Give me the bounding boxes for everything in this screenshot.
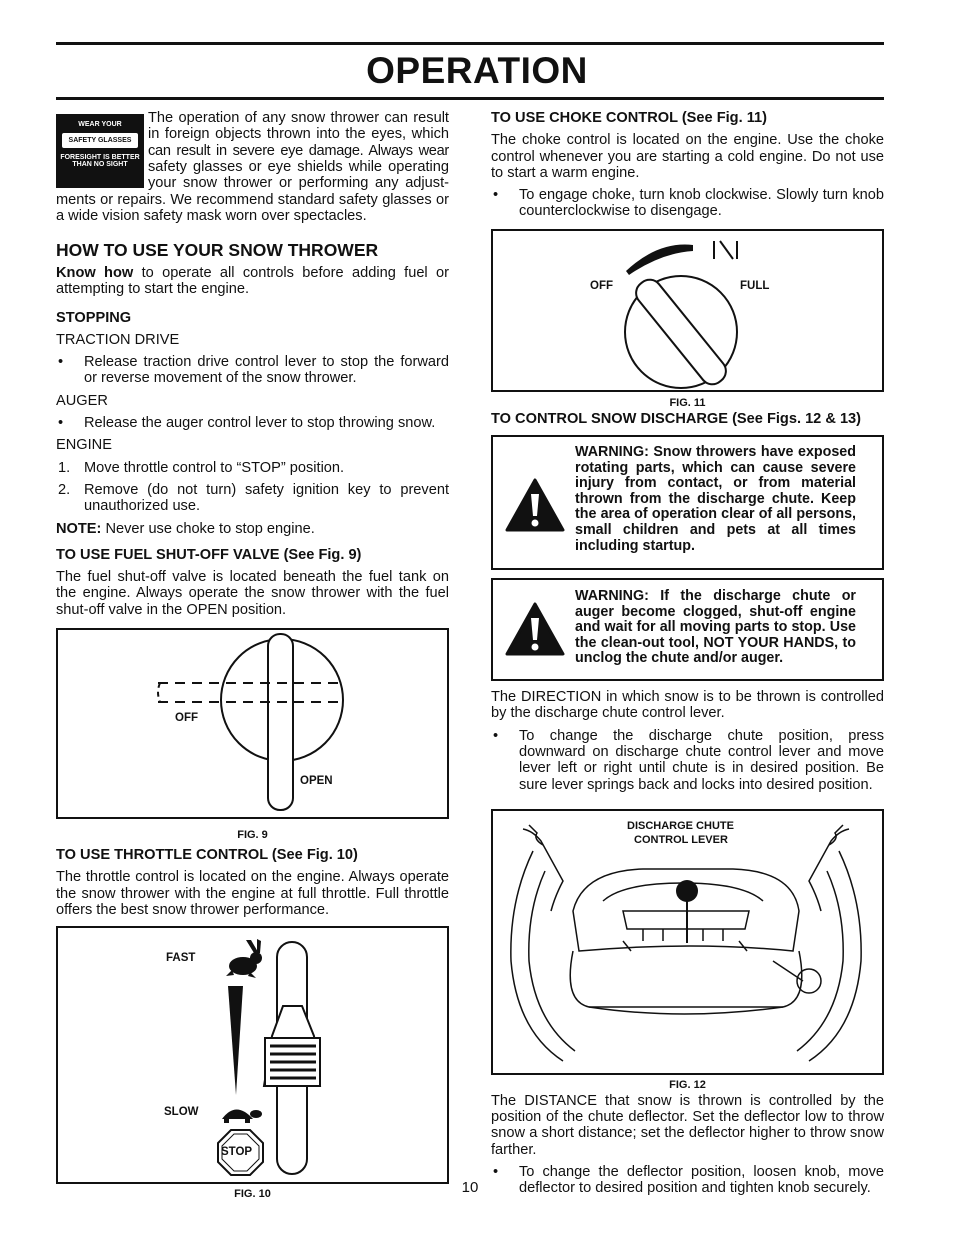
fig-12-discharge-chute [491,809,884,1075]
know-how-rest: to operate all controls before adding fuel or attempting to start the engine. [56,265,449,298]
fig-11-choke [491,229,884,392]
fig-10-caption: FIG. 10 [234,1188,271,1201]
traction-drive-label: TRACTION DRIVE [56,331,180,348]
engine-item-2-num: 2. [58,481,71,498]
note-rest: Never use choke to stop engine. [101,520,315,537]
throttle-lever [264,1006,320,1086]
title-underline [56,97,884,100]
engine-item-2 [56,482,449,515]
warning-triangle-icon [505,478,565,532]
badge-line-2: SAFETY GLASSES [68,137,132,144]
fuel-text: The fuel shut-off valve is located beneath the fuel tank on the engine. Always operate the snow thrower with the fuel shut-off valve in the OPEN position. [56,569,449,618]
throttle-heading: TO USE THROTTLE CONTROL (See Fig. 10) [56,847,358,864]
throttle-text: The throttle control is located on the engine. Always operate the snow thrower with the engine at full throttle. Full throttle offers the best snow thrower performance. [56,869,449,918]
direction-item-text: To change the discharge chute position, press downward on discharge chute control lever and move lever left or right until chute is in desired position. Be sure lever springs back and locks into desired position. [519,727,884,793]
fig-10-fast-label: FAST [166,952,196,965]
fig-11-off-label: OFF [590,279,613,292]
safety-glasses-badge [56,114,144,188]
page-title: OPERATION [366,50,588,91]
fig-10-slow-label: SLOW [164,1106,199,1119]
stopping-heading: STOPPING [56,309,132,326]
choke-heading: TO USE CHOKE CONTROL (See Fig. 11) [491,110,767,126]
intro-line-4: safety glasses or eye shields while operating [148,158,449,175]
left-column [56,110,449,1200]
fuel-heading: TO USE FUEL SHUT-OFF VALVE (See Fig. 9) [56,546,362,563]
fig-11-caption: FIG. 11 [669,396,706,409]
note-paragraph [56,521,449,537]
choke-direction-arc [626,244,693,274]
fig-11-full-label: FULL [740,279,770,292]
warning-1-text: WARNING: Snow throwers have exposed rotating parts, which can cause severe injury from contact, or from material thrown from the discharge chute. Keep the area of operation clear of all persons, small children and pets at all times including startup. [575,444,856,554]
throttle-drawing [58,928,447,1182]
traction-drive-item [56,354,449,387]
know-how-bold: Know how [56,265,134,281]
auger-housing [570,951,802,1007]
bullet-marker: • [58,415,64,432]
fig-12-label-line1: DISCHARGE CHUTE [627,819,734,832]
how-to-heading: HOW TO USE YOUR SNOW THROWER [56,240,379,260]
discharge-heading: TO CONTROL SNOW DISCHARGE (See Figs. 12 & 13) [491,410,862,427]
warning-box-rotating-parts [491,435,884,570]
badge-line-3: FORESIGHT IS BETTER [60,154,140,161]
intro-line-1: The operation of any snow thrower can result [148,110,449,126]
traction-drive-text: Release traction drive control lever to stop the forward or reverse movement of the snow thrower. [84,354,449,387]
fig-9-off-label: OFF [175,712,198,725]
turtle-icon [222,1110,262,1124]
choke-text: The choke control is located on the engine. Use the choke control whenever you are starting a cold engine. Do not use to start a warm engine. [491,132,884,181]
know-how-paragraph [56,265,449,298]
right-column [491,110,884,1197]
valve-handle-open [268,634,293,810]
fig-10-stop-label: STOP [221,1146,253,1159]
intro-tail: ments or repairs. We recommend standard safety glasses or a wide vision safety mask worn over spectacles. [56,192,449,225]
distance-item-text: To change the deflector position, loosen knob, move deflector to desired position and tighten knob securely. [519,1164,884,1197]
top-rule [56,42,884,45]
distance-item [491,1164,884,1197]
speed-wedge [228,986,243,1095]
intro-line-5: your snow thrower or performing any adjust- [148,175,449,192]
distance-text: The DISTANCE that snow is thrown is controlled by the position of the chute deflector. Set the deflector low to throw snow a short distance; set the deflector higher to throw snow farther. [491,1092,884,1158]
bullet-marker: • [493,187,499,204]
engine-item-2-text: Remove (do not turn) safety ignition key to prevent unauthorized use. [84,481,449,515]
warning-box-clogged-chute [491,578,884,681]
choke-item [491,187,884,220]
note-bold: NOTE: [56,520,102,537]
engine-item-1 [56,460,449,476]
auger-text: Release the auger control lever to stop throwing snow. [84,415,436,432]
choke-knob-drawing [493,231,882,390]
fig-9-fuel-valve [56,628,449,819]
direction-text: The DIRECTION in which snow is to be thrown is controlled by the discharge chute control lever. [491,689,884,722]
fig-9-open-label: OPEN [300,775,333,788]
fig-9-caption: FIG. 9 [237,829,268,842]
fig-10-throttle [56,926,449,1184]
bullet-marker: • [493,727,499,744]
warning-triangle-icon [505,602,565,656]
fig-12-caption: FIG. 12 [669,1078,706,1091]
snow-thrower-drawing [493,811,882,1073]
engine-item-1-text: Move throttle control to “STOP” position. [84,459,345,476]
engine-label: ENGINE [56,437,112,454]
warning-2-text: WARNING: If the discharge chute or auger become clogged, shut-off engine and wait for all moving parts to stop. Use the clean-out tool, NOT YOUR HANDS, to unclog the chute and/or auger. [575,588,856,667]
badge-line-4: THAN NO SIGHT [72,161,128,168]
engine-item-1-num: 1. [58,459,71,476]
intro-block [56,110,449,226]
auger-item [56,415,449,431]
badge-safety-band [62,133,138,148]
intro-wrapped-text [148,110,449,191]
fig-12-label-line2: CONTROL LEVER [634,833,728,846]
auger-label: AUGER [56,392,108,409]
badge-line-1: WEAR YOUR [78,121,122,128]
intro-line-2: in foreign objects thrown into the eyes, which [148,126,449,143]
fuel-valve-drawing [58,630,447,817]
rabbit-icon [226,939,262,978]
bullet-marker: • [493,1164,499,1181]
left-handle [511,851,563,1061]
choke-item-text: To engage choke, turn knob clockwise. Slowly turn knob counterclockwise to disengage. [519,187,884,220]
bullet-marker: • [58,354,64,371]
right-handle [809,851,861,1061]
intro-line-3: can result in severe eye damage. Always wear [148,142,449,159]
control-lever-knob [676,880,698,902]
page-number: 10 [461,1179,479,1196]
direction-item [491,728,884,793]
